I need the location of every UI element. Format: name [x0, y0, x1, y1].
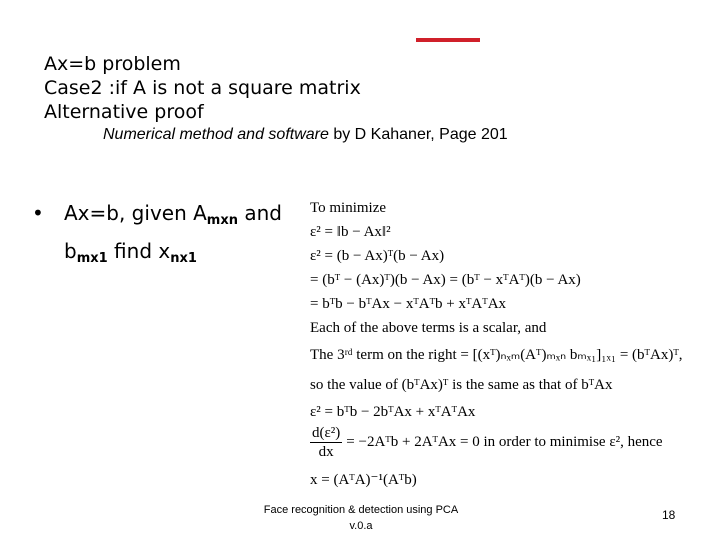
reference-citation	[103, 126, 508, 144]
bullet-sub-1: mxn	[206, 213, 238, 228]
derivation-line-4: = (bᵀ − (Ax)ᵀ)(b − Ax) = (bᵀ − xᵀAᵀ)(b − Ax)	[310, 272, 581, 288]
derivative-result: = −2Aᵀb + 2AᵀAx = 0 in order to minimise ε², hence	[346, 433, 663, 450]
derivation-line-9: ε² = bᵀb − 2bᵀAx + xᵀAᵀAx	[310, 404, 476, 420]
slide-footer	[246, 502, 476, 534]
fraction-numerator: d(ε²)	[312, 425, 341, 441]
accent-bar	[416, 38, 480, 42]
bullet-part-1: Ax=b, given A	[64, 201, 207, 225]
derivation-line-8: so the value of (bᵀAx)ᵀ is the same as that of bᵀAx	[310, 377, 613, 393]
page-number: 18	[662, 508, 676, 522]
derivation-line-7: The 3ʳᵈ term on the right = [(xᵀ)ₙₓₘ(Aᵀ)ₘₓₙ bₘₓ₁]₁ₓ₁ = (bᵀAx)ᵀ,	[310, 347, 683, 363]
title-line-3: Alternative proof	[44, 101, 204, 123]
bullet-part-3: find x	[107, 239, 171, 263]
bullet-sub-3: nx1	[170, 251, 197, 266]
derivative-fraction	[310, 424, 342, 461]
derivation-line-10	[310, 424, 690, 468]
derivation-line-6: Each of the above terms is a scalar, and	[310, 320, 547, 336]
title-line-1: Ax=b problem	[44, 53, 181, 75]
bullet-point	[32, 198, 302, 274]
bullet-sub-2: mx1	[76, 251, 108, 266]
derivation-line-11: x = (AᵀA)⁻¹(Aᵀb)	[310, 472, 417, 488]
derivation-line-2: ε² = ‖b − Ax‖²	[310, 224, 391, 240]
bullet-part-2: and b	[64, 201, 282, 263]
derivation-line-1: To minimize	[310, 200, 387, 216]
reference-author-page: by D Kahaner, Page 201	[328, 126, 508, 143]
bullet-text	[64, 198, 302, 274]
derivation-image	[310, 196, 690, 492]
derivation-line-3: ε² = (b − Ax)ᵀ(b − Ax)	[310, 248, 445, 264]
derivation-line-5: = bᵀb − bᵀAx − xᵀAᵀb + xᵀAᵀAx	[310, 296, 507, 312]
slide-title	[44, 52, 361, 124]
reference-book-title: Numerical method and software	[103, 126, 329, 143]
title-line-2: Case2 :if A is not a square matrix	[44, 77, 361, 99]
bullet-marker: •	[32, 201, 44, 225]
footer-line-2: v.0.a	[349, 520, 373, 532]
footer-line-1: Face recognition & detection using PCA	[263, 504, 459, 516]
fraction-denominator: dx	[318, 444, 334, 460]
